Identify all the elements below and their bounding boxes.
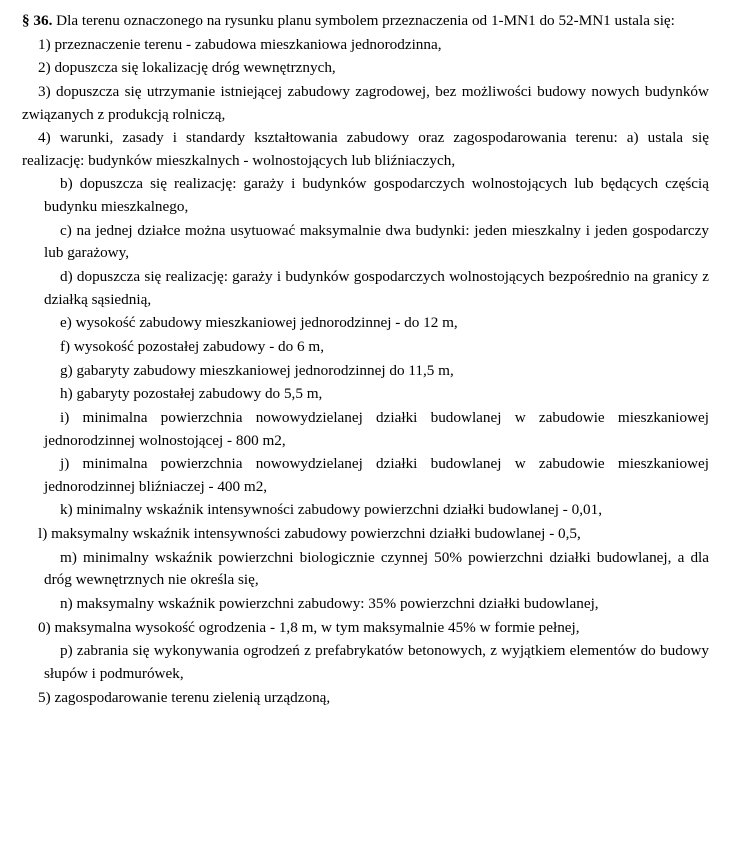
list-item-4o: 0) maksymalna wysokość ogrodzenia - 1,8 m, w tym maksymalnie 45% w formie pełnej, [38, 618, 580, 636]
list-item-4d: d) dopuszcza się realizację: garaży i budynków gospodarczych wolnostojących bezpośrednio na granicy z działką sąsiednią, [44, 268, 709, 308]
list-item-3: 3) dopuszcza się utrzymanie istniejącej zabudowy zagrodowej, bez możliwości budowy nowych budynków związanych z produkcją rolniczą, [22, 82, 709, 123]
list-item-4p: p) zabrania się wykonywania ogrodzeń z prefabrykatów betonowych, z wyjątkiem elementów do budowy słupów i podmurówek, [44, 642, 709, 682]
list-item-4b: b) dopuszcza się realizację: garaży i budynków gospodarczych wolnostojących lub będących częścią budynku mieszkalnego, [44, 175, 709, 216]
list-item-4m: m) minimalny wskaźnik powierzchni biologicznie czynnej 50% powierzchni działki budowlanej, a dla dróg wewnętrznych nie określa się, [44, 548, 709, 589]
list-item-4f: f) wysokość pozostałej zabudowy - do 6 m, [60, 337, 325, 355]
list-item-4h: h) gabaryty pozostałej zabudowy do 5,5 m, [60, 385, 323, 403]
list-item-4c: c) na jednej działce można usytuować maksymalnie dwa budynki: jeden mieszkalny i jeden gospodarczy lub garażowy, [44, 221, 709, 262]
list-item-5: 5) zagospodarowanie terenu zielenią urządzoną, [38, 688, 331, 706]
section-heading [22, 10, 709, 33]
section-symbol: § 36. [22, 12, 53, 29]
section-heading-text: Dla terenu oznaczonego na rysunku planu symbolem przeznaczenia od 1-MN1 do 52-MN1 ustala się: [56, 12, 675, 29]
list-item-4j: j) minimalna powierzchnia nowowydzielanej działki budowlanej w zabudowie mieszkaniowej jednorodzinnej bliźniaczej - 400 m2, [44, 455, 709, 495]
list-item-4: 4) warunki, zasady i standardy kształtowania zabudowy oraz zagospodarowania terenu: a) ustala się realizację: budynków mieszkalnych - wolnostojących lub bliźniaczych, [22, 129, 709, 169]
list-item-1: 1) przeznaczenie terenu - zabudowa mieszkaniowa jednorodzinna, [38, 35, 442, 53]
list-item-4g: g) gabaryty zabudowy mieszkaniowej jednorodzinnej do 11,5 m, [60, 361, 454, 379]
list-item-4e: e) wysokość zabudowy mieszkaniowej jednorodzinnej - do 12 m, [60, 314, 458, 332]
list-item-4n: n) maksymalny wskaźnik powierzchni zabudowy: 35% powierzchni działki budowlanej, [60, 595, 599, 613]
list-item-4l: l) maksymalny wskaźnik intensywności zabudowy powierzchni działki budowlanej - 0,5, [38, 525, 581, 543]
list-item-4i: i) minimalna powierzchnia nowowydzielanej działki budowlanej w zabudowie mieszkaniowej jednorodzinnej wolnostojącej - 800 m2, [44, 408, 709, 449]
list-item-2: 2) dopuszcza się lokalizację dróg wewnętrznych, [38, 59, 336, 77]
list-item-4k: k) minimalny wskaźnik intensywności zabudowy powierzchni działki budowlanej - 0,01, [60, 501, 602, 519]
